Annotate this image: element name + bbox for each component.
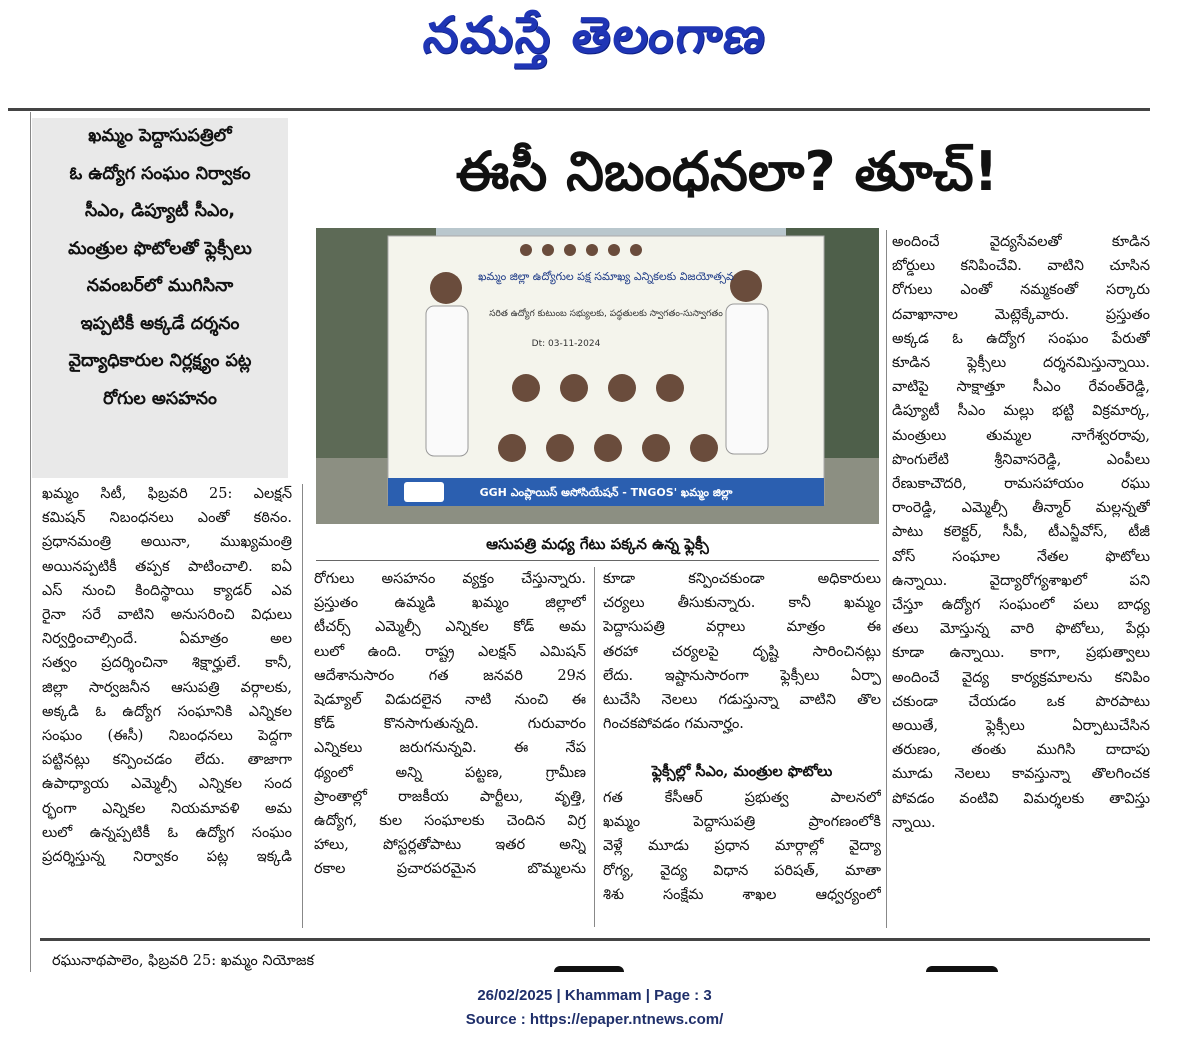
text-line: రోగ్య, వైద్య విధాన పరిషత్, మాతా: [603, 862, 881, 879]
teaser-line: వైద్యాధికారుల నిర్లక్ష్యం పట్ల: [68, 351, 252, 371]
text-line: రకాల ప్రచారపరమైన బొమ్మలను: [314, 861, 586, 878]
text-line: రోగులు ఎంతో నమ్మకంతో సర్కారు: [892, 282, 1150, 299]
text-line: రోగులు అసహనం వ్యక్తం చేస్తున్నారు.: [314, 571, 586, 587]
banner-bottom-text: GGH ఎంప్లాయిస్ అసోసియేషన్ - TNGOS' ఖమ్మం జిల్లా: [479, 486, 733, 499]
newspaper-page: [8, 112, 1150, 972]
column-divider: [302, 484, 303, 928]
column-divider: [886, 230, 887, 928]
teaser-line: సీఎం, డిప్యూటీ సీఎం,: [84, 201, 236, 221]
banner-mid-text: సరిత ఉద్యోగ కుటుంబ సభ్యులకు, పద్ధతులకు స్వాగతం-సుస్వాగతం: [489, 309, 723, 319]
article-column-4: [892, 230, 1150, 835]
text-line: పోవడం వంటివి విమర్శలకు తావిస్తు: [892, 790, 1150, 807]
text-line: శిశు సంక్షేమ శాఖల ఆధ్వర్యంలో: [603, 886, 881, 903]
text-line: ఖమ్మం పెద్దాసుపత్రి ప్రాంగణంలోకి: [603, 814, 881, 831]
text-line: ఖమ్మం సిటీ, ఫిబ్రవరి 25: ఎలక్షన్: [42, 486, 292, 502]
epaper-footer: [0, 984, 1189, 1032]
cropped-headline-glyphs: [418, 944, 1138, 972]
text-line: చేస్తూ ఉద్యోగ సంఘంలో పలు బాధ్య: [892, 597, 1150, 614]
text-line: చర్యలు తీసుకున్నారు. కానీ ఖమ్మం: [603, 595, 881, 612]
text-line: తలు మోస్తున్న వారి ఫొటోలు, పేర్లు: [892, 621, 1150, 638]
text-line: షెడ్యూల్ విడుదలైన నాటి నుంచి ఈ: [314, 692, 586, 709]
text-line: రాంరెడ్డి, ఎమ్మెల్సీ తీన్మార్ మల్లన్నతో: [892, 500, 1150, 517]
text-line: ప్రాంతాల్లో రాజకీయ పార్టీలు, వృత్తి,: [314, 788, 586, 805]
text-line: ఉన్నాయి. వైద్యారోగ్యశాఖలో పని: [892, 572, 1150, 589]
text-line: ఆదేశానుసారం గత జనవరి 29న: [314, 667, 586, 684]
footer-source: Source : https://epaper.ntnews.com/: [465, 1011, 724, 1028]
next-article-headline-cropped: [418, 944, 1138, 972]
bottom-rule: [40, 938, 1150, 941]
teaser-line: ఓ ఉద్యోగ సంఘం నిర్వాకం: [69, 163, 251, 184]
teaser-line: మంత్రుల ఫొటోలతో ఫ్లెక్సీలు: [68, 238, 252, 259]
text-line: అందించే వైద్య కార్యక్రమాలను కనిపిం: [892, 669, 1150, 686]
text-line: ర్భంగా ఎన్నికల నియమావళి అమ: [42, 800, 292, 817]
text-line: పట్టినట్లు కన్పించడం లేదు. తాజాగా: [42, 752, 292, 769]
text-line: థ్యంలో అన్ని పట్టణ, గ్రామీణ: [314, 764, 586, 781]
subheading: ఫ్లెక్సీల్లో సీఎం, మంత్రుల ఫొటోలు: [651, 763, 833, 780]
text-line: ఎన్నికలు జరుగనున్నవి. ఈ నేప: [314, 740, 586, 757]
text-line: తరహా చర్యలపై దృష్టి సారించినట్లు: [603, 643, 881, 660]
text-line: ఎస్ నుంచి కిందిస్థాయి క్యాడర్ ఎవ: [42, 582, 292, 599]
text-line: అందించే వైద్యసేవలతో కూడిన: [892, 234, 1150, 250]
text-line: సత్వం ప్రదర్శించినా శిక్షార్హులే. కానీ,: [42, 655, 292, 672]
text-line: జిల్లా సార్వజనీన ఆసుపత్రి వర్గాలకు,: [42, 679, 292, 696]
flexi-banner-photo: [316, 228, 879, 524]
footer-date-page: 26/02/2025 | Khammam | Page : 3: [477, 987, 712, 1004]
text-line: న్నాయి.: [892, 814, 936, 831]
teaser-line: ఖమ్మం పెద్దాసుపత్రిలో: [88, 126, 232, 146]
text-line: కూడా ఉన్నాయి. కాగా, ప్రభుత్వాలు: [892, 645, 1150, 662]
text-line: వెళ్లే మూడు ప్రధాన మార్గాల్లో వైద్యా: [603, 838, 881, 855]
text-line: అక్కడ ఓ ఉద్యోగ సంఘం పేరుతో: [892, 330, 1150, 347]
text-line: ప్రదర్శిస్తున్న నిర్వాకం పట్ల ఇక్కడి: [42, 849, 292, 866]
text-line: బోర్డులు కనిపించేవి. వాటిని చూసిన: [892, 258, 1150, 275]
left-column-edge: [8, 112, 31, 972]
text-line: డిప్యూటీ సీఎం మల్లు భట్టి విక్రమార్క,: [892, 403, 1150, 420]
text-line: సంఘం (ఈసీ) నిబంధనలు పెద్దగా: [42, 728, 292, 745]
teaser-line: ఇప్పటికీ అక్కడే దర్శనం: [80, 313, 240, 334]
headline: ఈసీ నిబంధనలా? తూచ్!: [455, 140, 999, 203]
photo-caption: ఆసుపత్రి మధ్య గేటు పక్కన ఉన్న ఫ్లెక్సీ: [316, 528, 879, 561]
text-line: రైనా సరే వాటిని అనుసరించి విధులు: [42, 607, 292, 624]
article-column-3-continued: [603, 786, 881, 907]
banner-date-text: Dt: 03-11-2024: [531, 339, 601, 349]
article-column-2: [314, 567, 586, 882]
text-line: లులో ఉన్నప్పటికీ ఓ ఉద్యోగ సంఘం: [42, 824, 292, 841]
text-line: పొంగులేటి శ్రీనివాసరెడ్డి, ఎంపీలు: [892, 451, 1150, 468]
text-line: అక్కడి ఓ ఉద్యోగ సంఘానికి ఎన్నికల: [42, 703, 292, 720]
text-line: ఉద్యోగ, కుల సంఘాలకు చెందిన విగ్ర: [314, 813, 586, 830]
banner-top-text: ఖమ్మం జిల్లా ఉద్యోగుల పక్ష సమాఖ్య ఎన్నికలకు విజయోత్సవ: [478, 270, 734, 283]
teaser-line: నవంబర్‌లో ముగిసినా: [86, 276, 234, 296]
text-line: అయినప్పటికీ తప్పక పాటించాలి. ఐఏ: [42, 558, 292, 575]
column-divider: [594, 567, 595, 927]
masthead: [0, 0, 1189, 84]
banner-photo-illustration: [316, 228, 879, 524]
text-line: హాలు, పోస్టర్లతోపాటు ఇతర అన్ని: [314, 837, 586, 854]
masthead-logo: నమస్తే తెలంగాణ: [420, 6, 771, 64]
text-line: మూడు నెలలు కావస్తున్నా తొలగించక: [892, 766, 1150, 783]
text-line: అయితే, ఫ్లెక్సీలు ఏర్పాటుచేసిన: [892, 718, 1150, 735]
text-line: టుచేసి నెలలు గడుస్తున్నా వాటిని తొల: [603, 692, 881, 709]
text-line: ఉపాధ్యాయ ఎమ్మెల్సీ ఎన్నికల సంద: [42, 776, 292, 793]
article-column-1: [42, 482, 292, 869]
text-line: దవాఖానాల మెట్లెక్కేవారు. ప్రస్తుతం: [892, 306, 1150, 323]
text-line: ప్రస్తుతం ఉమ్మడి ఖమ్మం జిల్లాలో: [314, 595, 586, 612]
text-line: వోస్ సంఘాల నేతల ఫొటోలు: [892, 548, 1150, 565]
text-line: కమిషన్ నిబంధనలు ఎంతో కఠినం.: [42, 510, 292, 527]
text-line: గత కేసీఆర్ ప్రభుత్వ పాలనలో: [603, 790, 881, 806]
top-rule: [8, 108, 1150, 111]
text-line: తరుణం, తంతు ముగిసి దాదాపు: [892, 742, 1150, 759]
text-line: వాటిపై సాక్షాత్తూ సీఎం రేవంత్‌రెడ్డి,: [892, 379, 1150, 396]
next-article-dateline: రఘునాథపాలెం, ఫిబ్రవరి 25: ఖమ్మం నియోజక: [52, 953, 315, 969]
teaser-line: రోగుల అసహనం: [103, 388, 217, 409]
text-line: లేదు. ఇష్టానుసారంగా ఫ్లెక్సీలు ఏర్పా: [603, 667, 881, 684]
text-line: చకుండా చేయడం ఒక పొరపాటు: [892, 693, 1150, 710]
text-line: పాటు కలెక్టర్, సీపీ, టీఎన్జీవోస్, టీజీ: [892, 524, 1150, 541]
text-line: రేణుకాచౌదరి, రామసహాయం రఘు: [892, 476, 1150, 493]
text-line: కూడా కన్పించకుండా అధికారులు: [603, 571, 881, 587]
text-line: లులో ఉంది. రాష్ట్ర ఎలక్షన్ ఎమిషన్: [314, 643, 586, 660]
text-line: పెద్దాసుపత్రి వర్గాలు మాత్రం ఈ: [603, 619, 881, 636]
text-line: మంత్రులు తుమ్మల నాగేశ్వరరావు,: [892, 427, 1150, 444]
article-column-3: [603, 567, 881, 736]
teaser-box: [32, 118, 288, 478]
text-line: గించకపోవడం గమనార్హం.: [603, 716, 744, 733]
text-line: టీచర్స్ ఎమ్మెల్సీ ఎన్నికల కోడ్ అమ: [314, 619, 586, 636]
text-line: కోడ్ కొనసాగుతున్నది. గురువారం: [314, 716, 586, 733]
text-line: ప్రధానమంత్రి అయినా, ముఖ్యమంత్రి: [42, 534, 292, 551]
text-line: కూడిన ఫ్లెక్సీలు దర్శనమిస్తున్నాయి.: [892, 355, 1150, 372]
text-line: నిర్వర్తించాల్సిందే. ఏమాత్రం అల: [42, 631, 292, 648]
